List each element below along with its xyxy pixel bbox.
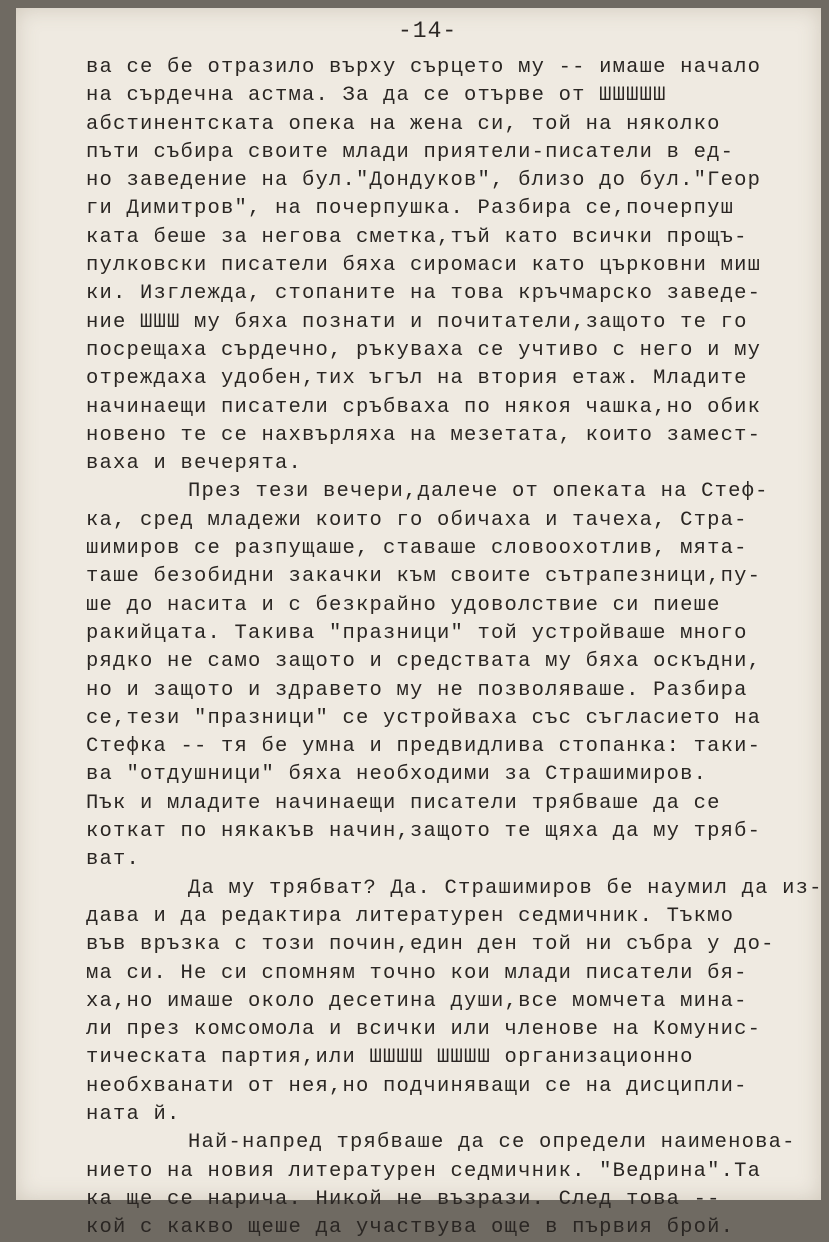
text-line: През тези вечери,далече от опеката на Стеф- [188,480,769,504]
text-line: коткат по някакъв начин,защото те щяха да му тряб- [86,820,762,844]
text-line: ше до насита и с безкрайно удоволствие си пиеше [86,593,721,617]
text-line: ли през комсомола и всички или членове на Комунис- [86,1018,762,1042]
text-line: на сърдечна астма. За да се отърве от ШШШШШ [86,84,667,108]
text-line: ваха и вечерята. [86,452,303,476]
text-line: ка, сред младежи които го обичаха и тачеха, Стра- [86,508,748,532]
page-number: -14- [398,18,458,44]
text-line: Пък и младите начинаещи писатели трябваше да се [86,791,721,815]
text-line: абстинентската опека на жена си, той на няколко [86,112,721,136]
text-line: дава и да редактира литературен седмичник. Тъкмо [86,904,735,928]
text-line: рядко не само защото и средствата му бяха оскъдни, [86,650,762,674]
text-line: се,тези "празници" се устройваха със съгласието на [86,706,762,730]
text-line: шимиров се разпущаше, ставаше словоохотлив, мята- [86,537,748,561]
text-line: таше безобидни закачки към своите сътрапезници,пу- [86,565,762,589]
text-line: пулковски писатели бяха сиромаси като църковни миш [86,254,762,278]
text-line: ва се бе отразило върху сърцето му -- имаше начало [86,56,762,79]
text-line: посрещаха сърдечно, ръкуваха се учтиво с него и му [86,338,762,362]
text-line: но заведение на бул."Дондуков", близо до бул."Геор [86,169,762,193]
text-line: начинаещи писатели сръбваха по някоя чашка,но обик [86,395,762,419]
text-line: във връзка с този почин,един ден той ни събра у до- [86,933,775,957]
typewritten-page [16,8,823,1240]
text-line: Да му трябват? Да. Страшимиров бе наумил да из- [188,876,823,900]
text-line: новено те се нахвърляха на мезетата, които замест- [86,423,762,447]
text-line: пъти събира своите млади приятели-писатели в ед- [86,140,735,164]
text-line: кой с какво щеше да участвува още в първия брой. [86,1216,735,1240]
text-line: но и защото и здравето му не позволяваше. Разбира [86,678,748,702]
text-line: Най-напред трябваше да се определи наименова- [188,1131,796,1155]
typewritten-text [86,54,823,1242]
text-line: необхванати от нея,но подчиняващи се на дисципли- [86,1074,748,1098]
text-line: ват. [86,848,141,872]
text-line: ва "отдушници" бяха необходими за Страшимиров. [86,763,708,787]
text-line: ка ще се нарича. Никой не възрази. След това -- [86,1187,721,1211]
text-line: ката беше за негова сметка,тъй като всички прощъ- [86,225,748,249]
text-line: ма си. Не си спомням точно кои млади писатели бя- [86,961,748,985]
text-line: ната й. [86,1102,181,1126]
text-line: отреждаха удобен,тих ъгъл на втория етаж. Младите [86,367,748,391]
text-line: ние ШШШ му бяха познати и почитатели,защото те го [86,310,748,334]
text-line: Стефка -- тя бе умна и предвидлива стопанка: таки- [86,735,762,759]
text-line: ки. Изглежда, стопаните на това кръчмарско заведе- [86,282,762,306]
text-line: тическата партия,или ШШШШ ШШШШ организационно [86,1046,694,1070]
text-line: ги Димитров", на почерпушка. Разбира се,почерпуш [86,197,735,221]
text-line: ракийцата. Такива "празници" той устройваше много [86,621,748,645]
text-line: ха,но имаше около десетина души,все момчета мина- [86,989,748,1013]
text-line: нието на новия литературен седмичник. "Ведрина".Та [86,1159,762,1183]
